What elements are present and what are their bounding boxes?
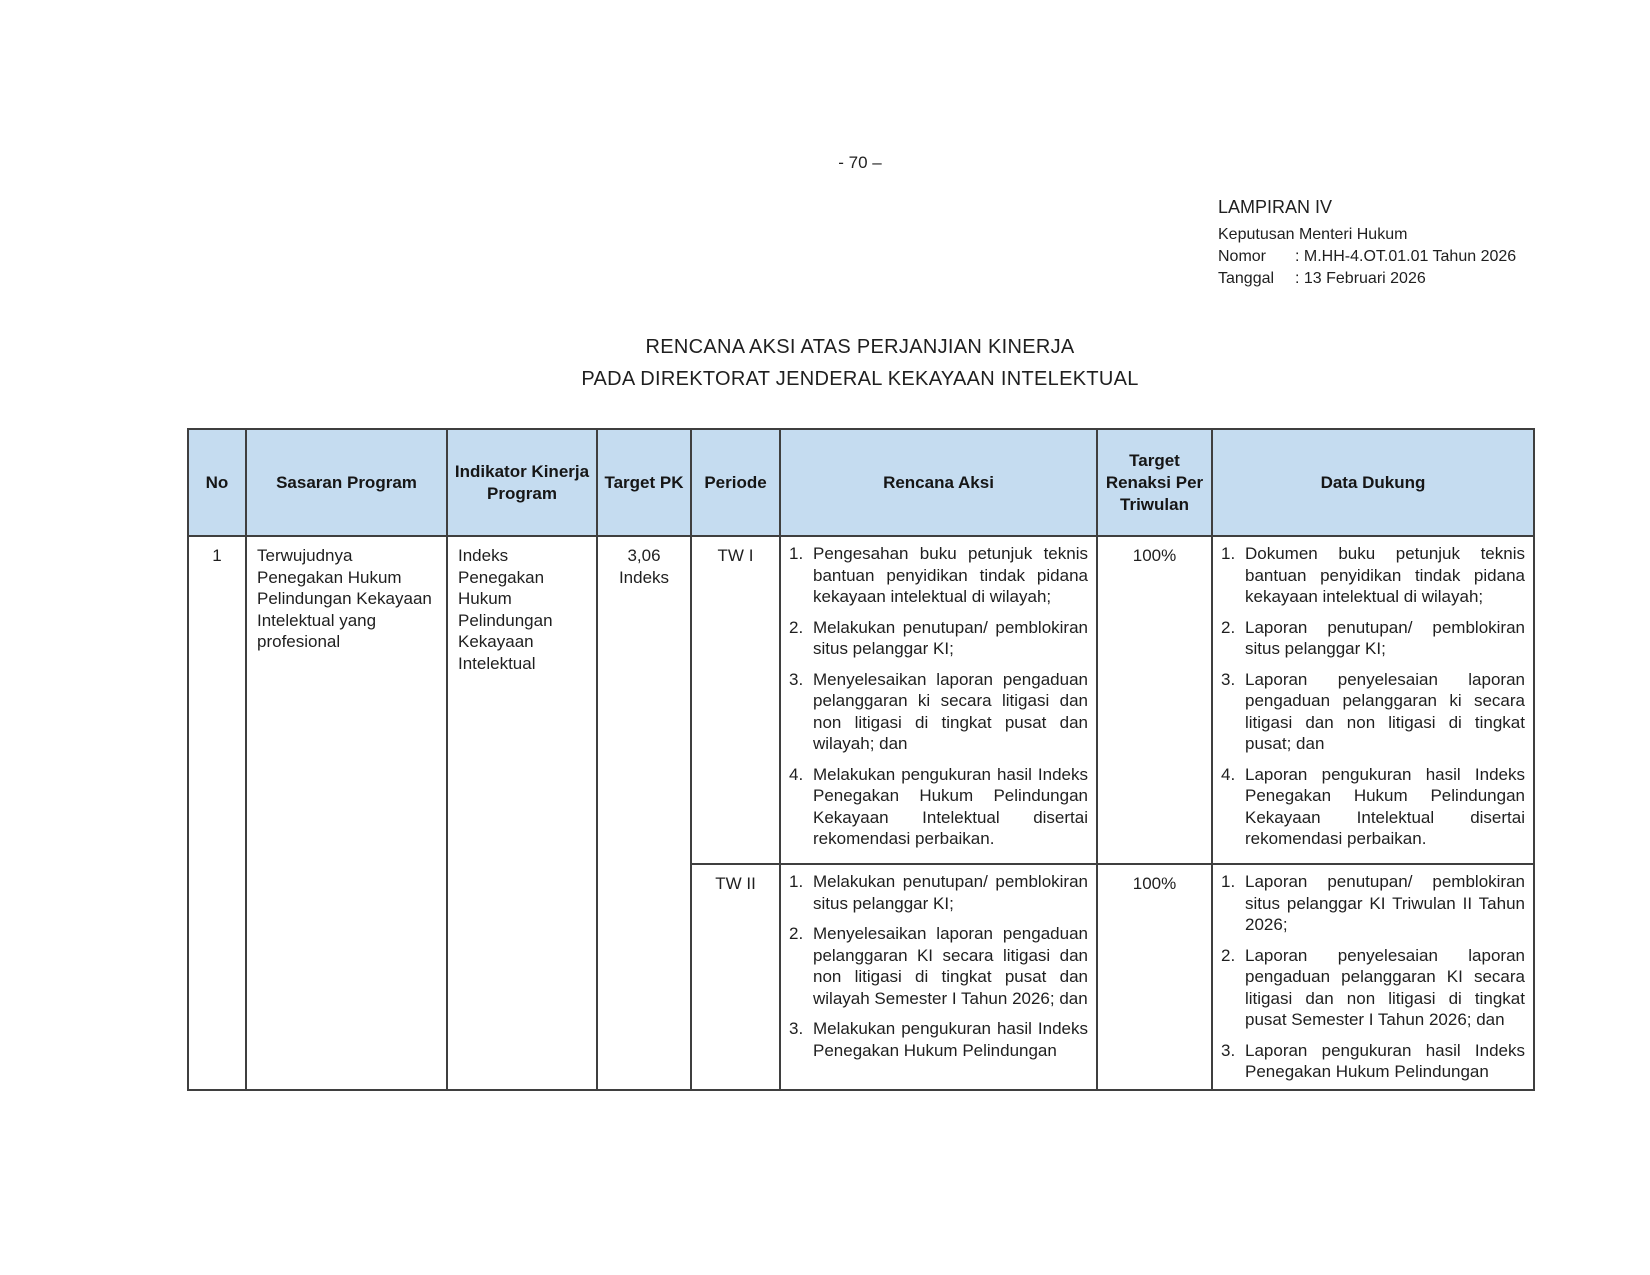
rencana-aksi-tw2-clipped-content <box>789 871 1088 1083</box>
col-header-target-renaksi: Target Renaksi Per Triwulan <box>1097 429 1212 536</box>
cell-target-pk: 3,06 Indeks <box>597 536 691 1090</box>
data-dukung-item: 3. Laporan pengukuran hasil Indeks Penegakan Hukum Pelindungan <box>1221 1040 1525 1081</box>
nomor-label: Nomor <box>1218 248 1267 265</box>
document-title <box>187 331 1533 395</box>
rencana-aksi-item: 4. Melakukan pengukuran hasil Indeks Penegakan Hukum Pelindungan Kekayaan Intelektual disertai rekomendasi perbaikan. <box>789 764 1088 848</box>
rencana-aksi-item: 2. Melakukan penutupan/ pemblokiran situs pelanggar KI; <box>789 617 1088 658</box>
cell-rencana-aksi-tw1 <box>780 536 1097 864</box>
data-dukung-item: 2. Laporan penutupan/ pemblokiran situs pelanggar KI; <box>1221 617 1525 658</box>
data-dukung-item: 2. Laporan penyelesaian laporan pengaduan pelanggaran KI secara litigasi dan non litigasi di tingkat pusat Semester I Tahun 2026; dan <box>1221 945 1525 1029</box>
data-dukung-item: 3. Laporan penyelesaian laporan pengaduan pelanggaran ki secara litigasi dan non litigasi di tingkat pusat; dan <box>1221 669 1525 753</box>
rencana-aksi-item: 2. Menyelesaikan laporan pengaduan pelanggaran KI secara litigasi dan non litigasi di tingkat pusat dan wilayah Semester I Tahun 2026; dan <box>789 924 1088 1008</box>
lampiran-subtitle: Keputusan Menteri Hukum <box>1218 226 1408 243</box>
col-header-data-dukung: Data Dukung <box>1212 429 1534 536</box>
lampiran-nomor-line <box>1218 246 1516 268</box>
cell-indikator-kinerja-program: Indeks Penegakan Hukum Pelindungan Kekayaan Intelektual <box>447 536 597 1090</box>
rencana-aksi-item: 3. Menyelesaikan laporan pengaduan pelanggaran ki secara litigasi dan non litigasi di tingkat pusat dan wilayah; dan <box>789 669 1088 753</box>
cell-target-renaksi-tw1: 100% <box>1097 536 1212 864</box>
cell-no: 1 <box>188 536 246 1090</box>
col-header-no: No <box>188 429 246 536</box>
cell-periode-tw1: TW I <box>691 536 780 864</box>
rencana-aksi-item: 1. Pengesahan buku petunjuk teknis bantuan penyidikan tindak pidana kekayaan intelektual di wilayah; <box>789 544 1088 606</box>
document-title-line2: PADA DIREKTORAT JENDERAL KEKAYAAN INTELEKTUAL <box>581 368 1139 390</box>
col-header-rencana-aksi: Rencana Aksi <box>780 429 1097 536</box>
col-header-indikator-kinerja-program: Indikator Kinerja Program <box>447 429 597 536</box>
data-dukung-item: 4. Laporan pengukuran hasil Indeks Penegakan Hukum Pelindungan Kekayaan Intelektual disertai rekomendasi perbaikan. <box>1221 764 1525 848</box>
cell-data-dukung-tw2 <box>1212 864 1534 1090</box>
document-title-line1: RENCANA AKSI ATAS PERJANJIAN KINERJA <box>645 336 1075 358</box>
cell-target-renaksi-tw2: 100% <box>1097 864 1212 1090</box>
tanggal-value: : 13 Februari 2026 <box>1295 270 1426 287</box>
data-dukung-tw2-clipped-content <box>1221 871 1525 1083</box>
lampiran-tanggal-line <box>1218 268 1516 290</box>
rencana-aksi-item: 1. Melakukan penutupan/ pemblokiran situs pelanggar KI; <box>789 872 1088 913</box>
cell-sasaran-program: Terwujudnya Penegakan Hukum Pelindungan Kekayaan Intelektual yang profesional <box>246 536 447 1090</box>
cell-periode-tw2: TW II <box>691 864 780 1090</box>
page-number: - 70 – <box>838 153 882 172</box>
cell-rencana-aksi-tw2 <box>780 864 1097 1090</box>
nomor-value: : M.HH-4.OT.01.01 Tahun 2026 <box>1295 248 1517 265</box>
rencana-aksi-table <box>187 428 1535 1091</box>
data-dukung-item: 1. Laporan penutupan/ pemblokiran situs pelanggar KI Triwulan II Tahun 2026; <box>1221 872 1525 934</box>
col-header-target-pk: Target PK <box>597 429 691 536</box>
data-dukung-item: 1. Dokumen buku petunjuk teknis bantuan penyidikan tindak pidana kekayaan intelektual di wilayah; <box>1221 544 1525 606</box>
rencana-aksi-item: 3. Melakukan pengukuran hasil Indeks Penegakan Hukum Pelindungan <box>789 1019 1088 1060</box>
col-header-sasaran-program: Sasaran Program <box>246 429 447 536</box>
table-header-row <box>188 429 1534 536</box>
col-header-periode: Periode <box>691 429 780 536</box>
lampiran-title: LAMPIRAN IV <box>1218 197 1333 217</box>
lampiran-block <box>1218 196 1516 290</box>
tanggal-label: Tanggal <box>1218 270 1275 287</box>
table-row-tw1 <box>188 536 1534 864</box>
cell-data-dukung-tw1 <box>1212 536 1534 864</box>
